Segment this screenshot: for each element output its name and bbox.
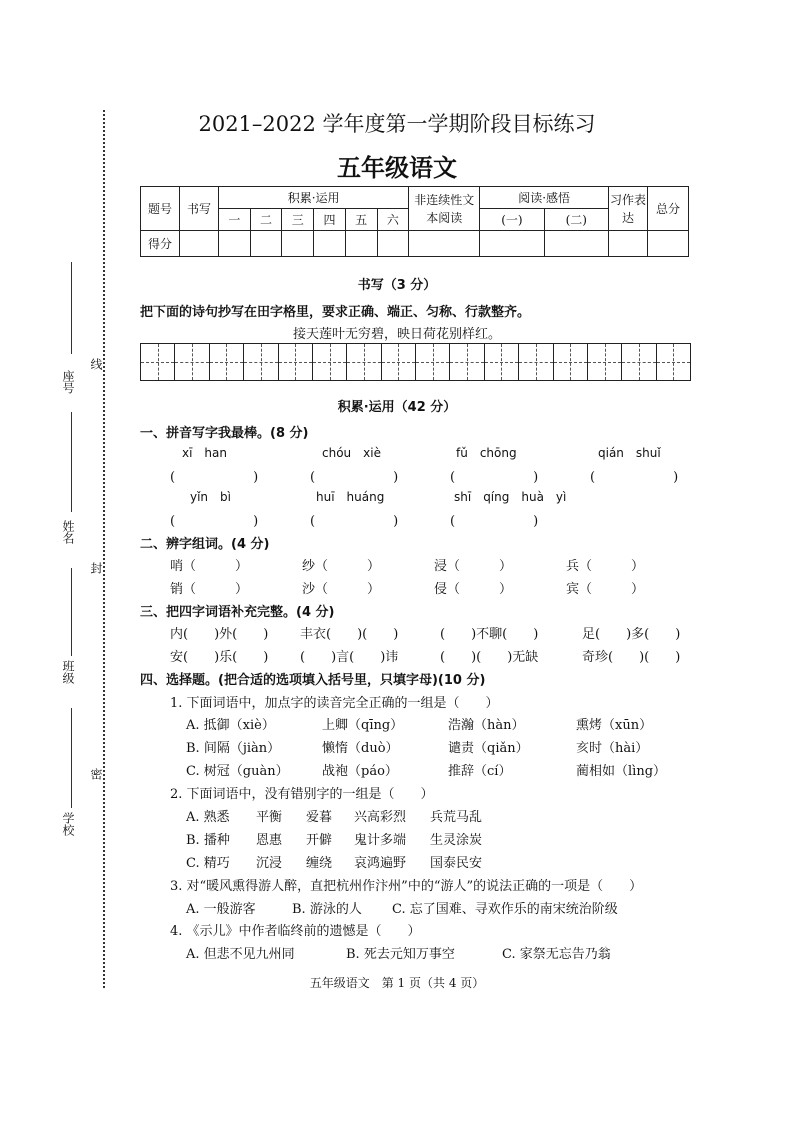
- q4-s4-option: A. 但悲不见九州同: [186, 947, 295, 962]
- q4-s2-option: 恩惠: [256, 833, 283, 848]
- binding-xian: 线: [89, 358, 103, 370]
- score-cell[interactable]: [180, 231, 219, 257]
- score-cell[interactable]: [219, 231, 251, 257]
- q4-s3-option: B. 游泳的人: [292, 902, 362, 917]
- tianzige-cell[interactable]: [519, 344, 553, 380]
- th-defen: 得分: [141, 231, 180, 257]
- q4-s2-option: 缠绕: [306, 856, 333, 871]
- q1-title: 一、拼音写字我最棒。(8 分): [140, 426, 309, 441]
- q1-answer-blank[interactable]: ( ): [310, 470, 399, 485]
- tianzige-cell[interactable]: [382, 344, 416, 380]
- q4-s1-option: 谴责（qiǎn）: [448, 741, 529, 756]
- q4-s2-option: 平衡: [256, 810, 283, 825]
- q2-title: 二、辨字组词。(4 分): [140, 537, 270, 552]
- q2-item[interactable]: 沙（ ）: [302, 582, 381, 597]
- th-shuxie: 书写: [180, 187, 219, 231]
- q3-item[interactable]: 奇珍( )( ): [582, 650, 681, 665]
- q4-title: 四、选择题。(把合适的选项填入括号里，只填字母)(10 分): [140, 673, 486, 688]
- q1-pinyin: huī huáng: [316, 490, 385, 504]
- q4-s4-option: C. 家祭无忘告乃翁: [502, 947, 611, 962]
- th-feilianxu: 非连续性文本阅读: [409, 187, 480, 231]
- q4-s1-option: C. 树冠（guàn）: [186, 764, 289, 779]
- q4-s3-option: A. 一般游客: [186, 902, 256, 917]
- school-label: 学校: [61, 812, 75, 836]
- tianzige-cell[interactable]: [175, 344, 209, 380]
- score-cell[interactable]: [648, 231, 689, 257]
- q1-pinyin: xī han: [182, 446, 228, 460]
- th-sub: 五: [345, 209, 377, 231]
- tianzige-cell[interactable]: [416, 344, 450, 380]
- th-yuedu-sub: (一): [480, 209, 544, 231]
- score-cell[interactable]: [377, 231, 409, 257]
- q3-item[interactable]: 足( )多( ): [582, 627, 681, 642]
- q4-s1-option: 战袍（páo）: [322, 764, 398, 779]
- tianzige-grid[interactable]: [140, 343, 691, 381]
- th-zongfen: 总分: [648, 187, 689, 231]
- school-underline: [71, 708, 72, 808]
- tianzige-cell[interactable]: [313, 344, 347, 380]
- class-underline: [71, 568, 72, 656]
- th-sub: 四: [314, 209, 346, 231]
- score-cell[interactable]: [282, 231, 314, 257]
- writing-heading: 书写（3 分）: [357, 278, 437, 293]
- q4-s2-option: 爱暮: [306, 810, 333, 825]
- q3-item[interactable]: 安( )乐( ): [170, 650, 269, 665]
- q4-sub3: 3. 对“暖风熏得游人醉，直把杭州作汴州”中的“游人”的说法正确的一项是（ ）: [170, 879, 643, 894]
- page-footer: 五年级语文 第 1 页（共 4 页）: [309, 976, 485, 990]
- q4-s3-option: C. 忘了国难、寻欢作乐的南宋统治阶级: [392, 902, 618, 917]
- score-cell[interactable]: [544, 231, 608, 257]
- q1-pinyin: qián shuǐ: [598, 446, 661, 460]
- q4-s2-option: 沉浸: [256, 856, 283, 871]
- tianzige-cell[interactable]: [279, 344, 313, 380]
- tianzige-cell[interactable]: [450, 344, 484, 380]
- q3-item[interactable]: ( )言( )讳: [300, 650, 399, 665]
- th-sub: 三: [282, 209, 314, 231]
- q4-sub1: 1. 下面词语中，加点字的读音完全正确的一组是（ ）: [170, 696, 499, 711]
- q4-s2-option: 生灵涂炭: [430, 833, 483, 848]
- q4-s2-option: 哀鸿遍野: [354, 856, 407, 871]
- q2-item[interactable]: 纱（ ）: [302, 559, 381, 574]
- q4-s1-option: 蔺相如（lìng）: [576, 764, 667, 779]
- tianzige-cell[interactable]: [622, 344, 656, 380]
- q1-answer-blank[interactable]: ( ): [170, 514, 259, 529]
- tianzige-cell[interactable]: [210, 344, 244, 380]
- q2-item[interactable]: 销（ ）: [170, 582, 249, 597]
- score-cell[interactable]: [314, 231, 346, 257]
- q3-item[interactable]: 丰衣( )( ): [300, 627, 399, 642]
- q4-s1-option: 亥时（hài）: [576, 741, 649, 756]
- seat-label: 座号: [61, 370, 75, 394]
- q4-s1-option: 推辞（cí）: [448, 764, 512, 779]
- tianzige-cell[interactable]: [485, 344, 519, 380]
- q4-s1-option: 懒惰（duò）: [322, 741, 399, 756]
- tianzige-cell[interactable]: [588, 344, 622, 380]
- jilei-heading: 积累·运用（42 分）: [337, 400, 457, 415]
- binding-feng: 封: [89, 562, 103, 574]
- score-table: [140, 186, 689, 257]
- q4-s2-option: 国泰民安: [430, 856, 483, 871]
- th-sub: 二: [250, 209, 282, 231]
- q4-s2-option: 开僻: [306, 833, 333, 848]
- q4-s2-option: A. 熟悉: [186, 810, 230, 825]
- th-jilei: 积累·运用: [219, 187, 409, 209]
- tianzige-cell[interactable]: [347, 344, 381, 380]
- q1-pinyin: yǐn bì: [190, 490, 231, 504]
- q1-answer-blank[interactable]: ( ): [310, 514, 399, 529]
- q3-item[interactable]: ( )( )无缺: [440, 650, 539, 665]
- q2-item[interactable]: 侵（ ）: [434, 582, 513, 597]
- q4-sub2: 2. 下面词语中，没有错别字的一组是（ ）: [170, 787, 434, 802]
- tianzige-cell[interactable]: [141, 344, 175, 380]
- score-cell[interactable]: [250, 231, 282, 257]
- page-subtitle: 五年级语文: [337, 154, 457, 182]
- q4-s1-option: A. 抵御（xiè）: [186, 718, 275, 733]
- q4-s2-option: 兴高彩烈: [354, 810, 407, 825]
- q1-pinyin: chóu xiè: [322, 446, 381, 460]
- q4-s4-option: B. 死去元知万事空: [346, 947, 455, 962]
- th-xizuo: 习作表达: [609, 187, 648, 231]
- score-cell[interactable]: [345, 231, 377, 257]
- q1-pinyin: shī qíng huà yì: [454, 490, 567, 504]
- page-title: 2021–2022 学年度第一学期阶段目标练习: [198, 112, 596, 136]
- th-yuedu: 阅读·感悟: [480, 187, 609, 209]
- q1-answer-blank[interactable]: ( ): [450, 470, 539, 485]
- q3-item[interactable]: 内( )外( ): [170, 627, 269, 642]
- score-cell[interactable]: [480, 231, 544, 257]
- q4-s2-option: 鬼计多端: [354, 833, 407, 848]
- binding-mi: 密: [89, 768, 103, 780]
- q4-s2-option: B. 播种: [186, 833, 230, 848]
- q2-item[interactable]: 浸（ ）: [434, 559, 513, 574]
- q4-s1-option: 上卿（qīng）: [322, 718, 404, 733]
- q3-item[interactable]: ( )不聊( ): [440, 627, 539, 642]
- writing-poem: 接天莲叶无穷碧，映日荷花别样红。: [292, 327, 501, 342]
- score-cell[interactable]: [609, 231, 648, 257]
- th-tihao: 题号: [141, 187, 180, 231]
- tianzige-cell[interactable]: [554, 344, 588, 380]
- q4-s2-option: 兵荒马乱: [430, 810, 483, 825]
- tianzige-cell[interactable]: [657, 344, 690, 380]
- q4-s2-option: C. 精巧: [186, 856, 230, 871]
- q4-s1-option: 熏烤（xūn）: [576, 718, 653, 733]
- binding-dotted-line: [103, 110, 105, 988]
- q1-answer-blank[interactable]: ( ): [590, 470, 679, 485]
- q1-pinyin: fǔ chōng: [456, 446, 517, 460]
- q3-title: 三、把四字词语补充完整。(4 分): [140, 605, 335, 620]
- name-label: 姓名: [61, 520, 75, 544]
- q1-answer-blank[interactable]: ( ): [170, 470, 259, 485]
- tianzige-cell[interactable]: [244, 344, 278, 380]
- th-sub: 一: [219, 209, 251, 231]
- q4-s1-option: 浩瀚（hàn）: [448, 718, 525, 733]
- class-label: 班级: [61, 660, 75, 684]
- q1-answer-blank[interactable]: ( ): [450, 514, 539, 529]
- writing-instruction: 把下面的诗句抄写在田字格里，要求正确、端正、匀称、行款整齐。: [140, 305, 531, 320]
- q2-item[interactable]: 哨（ ）: [170, 559, 249, 574]
- name-underline: [71, 412, 72, 512]
- q4-s1-option: B. 间隔（jiàn）: [186, 741, 281, 756]
- q2-item[interactable]: 宾（ ）: [566, 582, 645, 597]
- th-sub: 六: [377, 209, 409, 231]
- score-cell[interactable]: [409, 231, 480, 257]
- q4-sub4: 4. 《示儿》中作者临终前的遗憾是（ ）: [170, 924, 421, 939]
- th-yuedu-sub: (二): [544, 209, 608, 231]
- q2-item[interactable]: 兵（ ）: [566, 559, 645, 574]
